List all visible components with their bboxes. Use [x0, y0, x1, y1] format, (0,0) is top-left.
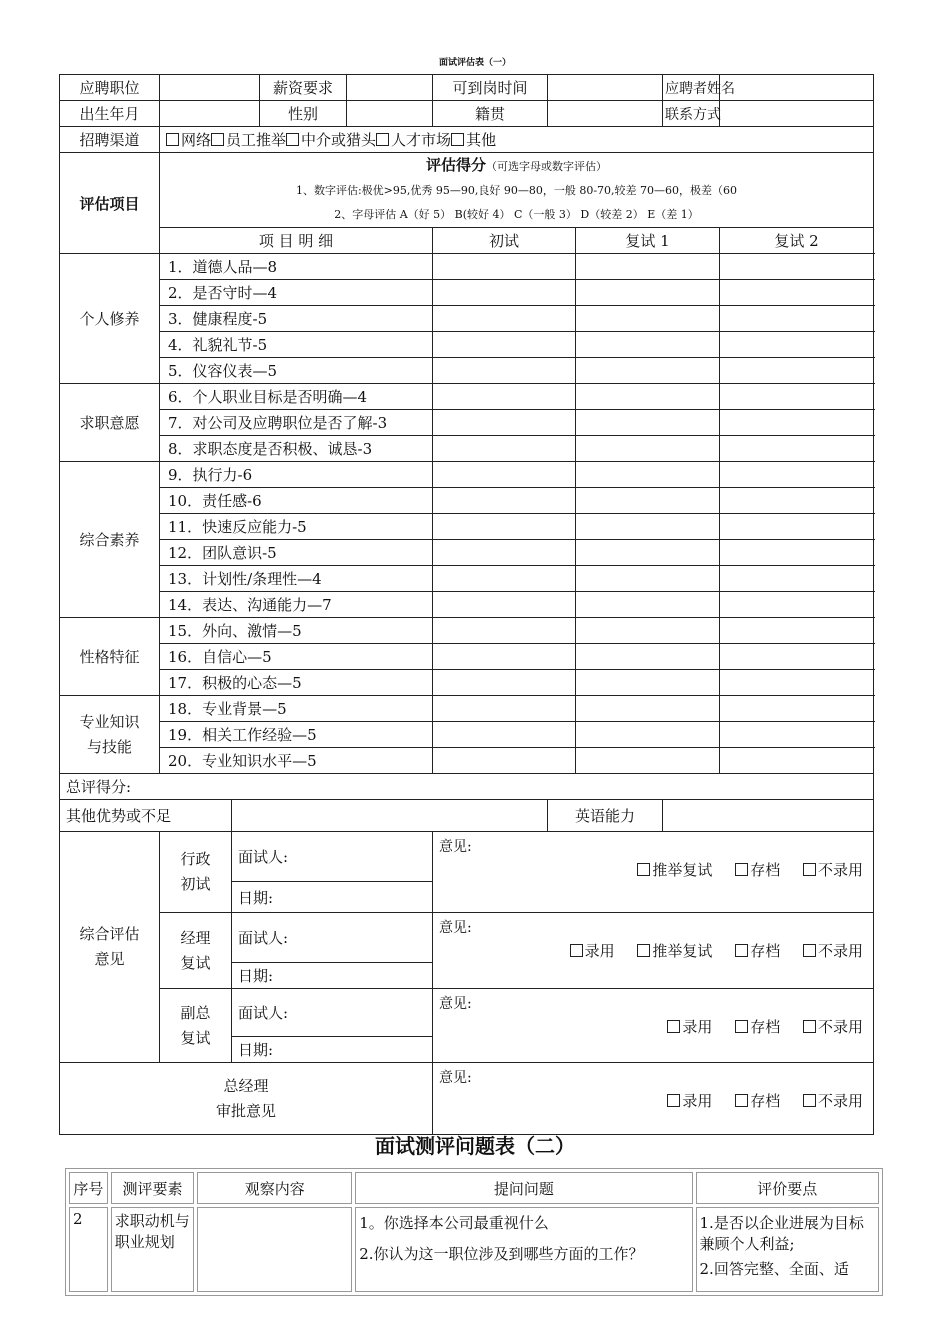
- score-cell[interactable]: [720, 670, 874, 696]
- q-header: 序号: [69, 1172, 108, 1204]
- item-label: 16．自信心—5: [160, 644, 433, 670]
- checkbox-icon: [211, 133, 224, 146]
- q-observe[interactable]: [197, 1207, 352, 1292]
- opinion-choices: [649, 1016, 863, 1037]
- question-line: 1。你选择本公司最重视什么: [359, 1214, 549, 1232]
- interviewer-field[interactable]: 面试人:: [232, 913, 433, 963]
- score-cell[interactable]: [720, 592, 874, 618]
- channel-option[interactable]: 人才市场: [376, 131, 451, 149]
- opinion-choices: [619, 859, 863, 880]
- doc-title: 面试评估表（一）: [438, 58, 511, 68]
- choice-checkbox[interactable]: 录用: [667, 1092, 712, 1110]
- stage-label: 行政 初试: [160, 832, 232, 913]
- english-label: 英语能力: [548, 800, 663, 832]
- item-label: 12．团队意识-5: [160, 540, 433, 566]
- item-label: 18．专业背景—5: [160, 696, 433, 722]
- stage-label: 副总 复试: [160, 989, 232, 1063]
- opinion-label: 意见:: [439, 996, 472, 1012]
- choice-checkbox[interactable]: 录用: [667, 1018, 712, 1036]
- score-cell[interactable]: [433, 748, 576, 774]
- opinion-choices: [649, 1090, 863, 1111]
- score-cell[interactable]: [576, 410, 720, 436]
- choice-checkbox[interactable]: 存档: [735, 1092, 780, 1110]
- opinion-box[interactable]: [433, 832, 874, 913]
- score-cell[interactable]: [720, 488, 874, 514]
- date-field[interactable]: 日期:: [232, 882, 433, 913]
- item-label: 6．个人职业目标是否明确—4: [160, 384, 433, 410]
- score-cell[interactable]: [720, 254, 874, 280]
- col-detail: 项 目 明 细: [160, 228, 433, 254]
- score-cell[interactable]: [433, 592, 576, 618]
- score-cell[interactable]: [720, 306, 874, 332]
- checkbox-icon: [637, 944, 650, 957]
- checkbox-icon: [803, 1094, 816, 1107]
- birth-value[interactable]: [160, 101, 260, 127]
- q-header: 提问问题: [355, 1172, 692, 1204]
- checkbox-icon: [286, 133, 299, 146]
- score-line-2: 2、字母评估 A（好 5） B(较好 4） C（一般 3） D（较差 2） E（差 1）: [334, 208, 699, 221]
- score-cell[interactable]: [576, 748, 720, 774]
- position-label: 应聘职位: [60, 75, 160, 101]
- choice-checkbox[interactable]: 不录用: [803, 942, 863, 960]
- item-label: 11．快速反应能力-5: [160, 514, 433, 540]
- score-cell[interactable]: [433, 280, 576, 306]
- item-label: 4．礼貌礼节-5: [160, 332, 433, 358]
- score-cell[interactable]: [720, 618, 874, 644]
- question-line: 2.你认为这一职位涉及到哪些方面的工作？: [359, 1245, 644, 1263]
- checkbox-icon: [803, 1020, 816, 1033]
- score-title: 评估得分: [425, 156, 486, 174]
- score-cell[interactable]: [576, 280, 720, 306]
- choice-checkbox[interactable]: 存档: [735, 861, 780, 879]
- col-first: 初试: [433, 228, 576, 254]
- score-cell[interactable]: [576, 488, 720, 514]
- checkbox-icon: [637, 863, 650, 876]
- checkbox-icon: [735, 1020, 748, 1033]
- opinion-label: 意见:: [439, 1070, 472, 1086]
- channel-option[interactable]: 其他: [451, 131, 496, 149]
- checkbox-icon: [803, 863, 816, 876]
- score-cell[interactable]: [433, 488, 576, 514]
- group-name: 综合素养: [60, 462, 160, 618]
- item-label: 7．对公司及应聘职位是否了解-3: [160, 410, 433, 436]
- score-cell[interactable]: [433, 436, 576, 462]
- channel-options: [160, 127, 874, 153]
- choice-checkbox[interactable]: 存档: [735, 1018, 780, 1036]
- q-header: 评价要点: [696, 1172, 879, 1204]
- score-cell[interactable]: [433, 566, 576, 592]
- gm-label: 总经理 审批意见: [60, 1063, 433, 1135]
- score-cell[interactable]: [720, 540, 874, 566]
- opinion-choices: [552, 940, 863, 961]
- score-cell[interactable]: [720, 358, 874, 384]
- gender-label: 性别: [260, 101, 347, 127]
- item-label: 20．专业知识水平—5: [160, 748, 433, 774]
- gm-opinion-box[interactable]: [433, 1063, 874, 1135]
- q-header: 测评要素: [111, 1172, 195, 1204]
- score-cell[interactable]: [433, 670, 576, 696]
- group-name: 求职意愿: [60, 384, 160, 462]
- point-line: 1.是否以企业进展为目标兼顾个人利益;: [699, 1214, 864, 1253]
- score-cell[interactable]: [720, 566, 874, 592]
- checkbox-icon: [376, 133, 389, 146]
- checkbox-icon: [735, 944, 748, 957]
- score-cell[interactable]: [576, 358, 720, 384]
- q-factor: 求职动机与职业规划: [111, 1207, 195, 1292]
- group-name: 个人修养: [60, 254, 160, 384]
- q-no: 2: [69, 1207, 108, 1292]
- score-cell[interactable]: [433, 410, 576, 436]
- opinion-label: 意见:: [439, 920, 472, 936]
- opinion-box[interactable]: [433, 913, 874, 989]
- score-cell[interactable]: [720, 514, 874, 540]
- score-cell[interactable]: [720, 436, 874, 462]
- score-cell[interactable]: [576, 670, 720, 696]
- choice-checkbox[interactable]: 存档: [735, 942, 780, 960]
- score-cell[interactable]: [433, 254, 576, 280]
- birth-label: 出生年月: [60, 101, 160, 127]
- choice-checkbox[interactable]: 不录用: [803, 1018, 863, 1036]
- q-points: [696, 1207, 879, 1292]
- score-cell[interactable]: [720, 384, 874, 410]
- choice-checkbox[interactable]: 不录用: [803, 1092, 863, 1110]
- score-cell[interactable]: [720, 462, 874, 488]
- channel-option[interactable]: 中介或猎头: [286, 131, 376, 149]
- checkbox-icon: [667, 1094, 680, 1107]
- score-cell[interactable]: [576, 384, 720, 410]
- checkbox-icon: [735, 863, 748, 876]
- score-cell[interactable]: [433, 332, 576, 358]
- contact-label: 联系方式: [663, 101, 720, 127]
- name-label: 应聘者姓名: [663, 75, 720, 101]
- score-cell[interactable]: [433, 358, 576, 384]
- score-cell[interactable]: [576, 618, 720, 644]
- score-cell[interactable]: [433, 384, 576, 410]
- stage-label: 经理 复试: [160, 913, 232, 989]
- score-cell[interactable]: [576, 592, 720, 618]
- item-label: 8．求职态度是否积极、诚恳-3: [160, 436, 433, 462]
- col-re1: 复试 1: [576, 228, 720, 254]
- choice-checkbox[interactable]: 推举复试: [637, 861, 712, 879]
- score-cell[interactable]: [433, 644, 576, 670]
- score-cell[interactable]: [576, 254, 720, 280]
- score-cell[interactable]: [433, 540, 576, 566]
- other-label: 其他优势或不足: [60, 800, 232, 832]
- item-label: 5．仪容仪表—5: [160, 358, 433, 384]
- score-cell[interactable]: [720, 696, 874, 722]
- col-re2: 复试 2: [720, 228, 874, 254]
- gender-value[interactable]: [347, 101, 433, 127]
- item-label: 10．责任感-6: [160, 488, 433, 514]
- q-header: 观察内容: [197, 1172, 352, 1204]
- score-header: [160, 153, 874, 228]
- choice-checkbox[interactable]: 录用: [570, 942, 615, 960]
- group-name: 专业知识 与技能: [60, 696, 160, 774]
- score-cell[interactable]: [433, 722, 576, 748]
- available-label: 可到岗时间: [433, 75, 548, 101]
- score-cell[interactable]: [720, 410, 874, 436]
- item-label: 15．外向、激情—5: [160, 618, 433, 644]
- score-cell[interactable]: [576, 696, 720, 722]
- checkbox-icon: [667, 1020, 680, 1033]
- date-field[interactable]: 日期:: [232, 963, 433, 989]
- other-value[interactable]: [232, 800, 548, 832]
- channel-option[interactable]: 员工推举: [211, 131, 286, 149]
- score-cell[interactable]: [576, 332, 720, 358]
- choice-checkbox[interactable]: 不录用: [803, 861, 863, 879]
- channel-label: 招聘渠道: [60, 127, 160, 153]
- score-cell[interactable]: [433, 514, 576, 540]
- item-label: 13．计划性/条理性—4: [160, 566, 433, 592]
- checkbox-icon: [803, 944, 816, 957]
- score-cell[interactable]: [576, 514, 720, 540]
- opinion-label: 意见:: [439, 839, 472, 855]
- checkbox-icon: [166, 133, 179, 146]
- item-label: 19．相关工作经验—5: [160, 722, 433, 748]
- score-cell[interactable]: [576, 566, 720, 592]
- salary-value[interactable]: [347, 75, 433, 101]
- item-label: 3．健康程度-5: [160, 306, 433, 332]
- checkbox-icon: [570, 944, 583, 957]
- q-questions: [355, 1207, 692, 1292]
- origin-value[interactable]: [548, 101, 663, 127]
- score-cell[interactable]: [720, 280, 874, 306]
- score-cell[interactable]: [576, 644, 720, 670]
- summary-label: 综合评估 意见: [60, 832, 160, 1063]
- score-cell[interactable]: [433, 618, 576, 644]
- choice-checkbox[interactable]: 推举复试: [637, 942, 712, 960]
- date-field[interactable]: 日期:: [232, 1037, 433, 1063]
- checkbox-icon: [451, 133, 464, 146]
- score-cell[interactable]: [433, 306, 576, 332]
- score-cell[interactable]: [720, 644, 874, 670]
- item-label: 17．积极的心态—5: [160, 670, 433, 696]
- score-cell[interactable]: [576, 722, 720, 748]
- score-cell[interactable]: [576, 306, 720, 332]
- channel-option[interactable]: 网络: [166, 131, 211, 149]
- group-name: 性格特征: [60, 618, 160, 696]
- score-cell[interactable]: [576, 540, 720, 566]
- score-cell[interactable]: [720, 722, 874, 748]
- position-value[interactable]: [160, 75, 260, 101]
- score-cell[interactable]: [576, 436, 720, 462]
- origin-label: 籍贯: [433, 101, 548, 127]
- score-line-1: 1、数字评估:极优>95,优秀 95—90,良好 90—80，一般 80-70,较差 70—60，极差（60: [295, 184, 738, 197]
- score-cell[interactable]: [576, 462, 720, 488]
- total-score[interactable]: 总评得分:: [60, 774, 874, 800]
- score-cell[interactable]: [720, 748, 874, 774]
- eval-item-label: 评估项目: [60, 153, 160, 254]
- point-line: 2.回答完整、全面、适: [699, 1260, 849, 1278]
- question-table: [65, 1168, 883, 1296]
- score-cell[interactable]: [433, 462, 576, 488]
- available-value[interactable]: [548, 75, 663, 101]
- score-note: （可选字母或数字评估）: [486, 160, 607, 173]
- item-label: 2．是否守时—4: [160, 280, 433, 306]
- item-label: 14．表达、沟通能力—7: [160, 592, 433, 618]
- interviewer-field[interactable]: 面试人:: [232, 989, 433, 1037]
- doc2-title: 面试测评问题表（二）: [375, 1134, 575, 1158]
- contact-value[interactable]: [720, 101, 874, 127]
- english-value[interactable]: [663, 800, 874, 832]
- interviewer-field[interactable]: 面试人:: [232, 832, 433, 882]
- name-value[interactable]: [720, 75, 874, 101]
- salary-label: 薪资要求: [260, 75, 347, 101]
- score-cell[interactable]: [433, 696, 576, 722]
- checkbox-icon: [735, 1094, 748, 1107]
- evaluation-form-table: [59, 74, 874, 1135]
- score-cell[interactable]: [720, 332, 874, 358]
- item-label: 9．执行力-6: [160, 462, 433, 488]
- opinion-box[interactable]: [433, 989, 874, 1063]
- item-label: 1．道德人品—8: [160, 254, 433, 280]
